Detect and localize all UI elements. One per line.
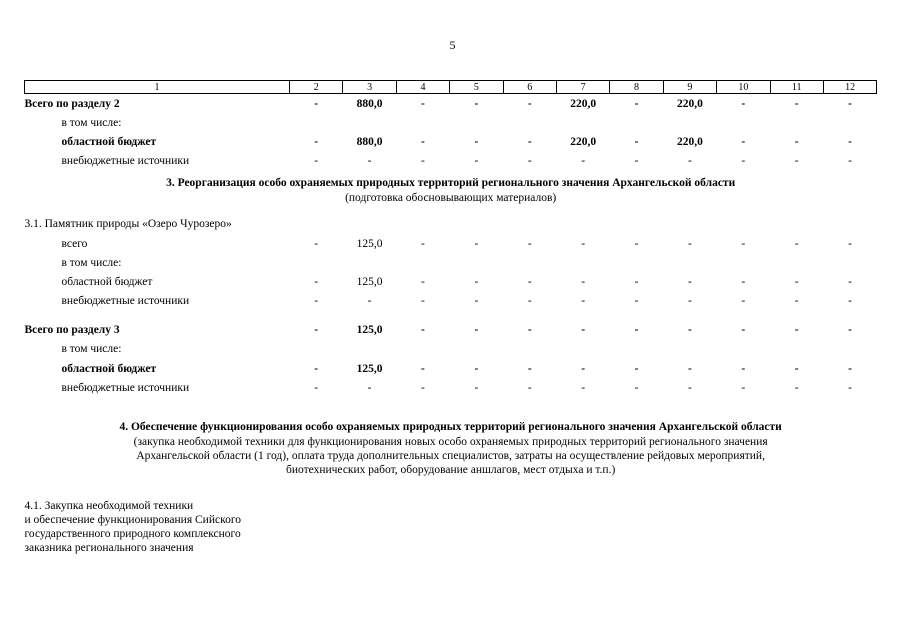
row-value: - [741,362,746,375]
row-value: - [314,237,319,250]
row-value: - [688,362,692,375]
row-value: - [421,135,425,148]
row-value: - [527,155,532,168]
row-value: - [421,237,425,250]
empty-cell [396,495,449,555]
row-label: областной бюджет [61,275,153,288]
row-value [663,215,716,234]
column-number-8: 8 [610,81,663,94]
table-row [25,378,877,397]
row-value: - [848,381,853,394]
row-value: - [527,324,532,337]
column-number-header-row [25,81,877,94]
row-value: - [421,155,425,168]
empty-cell [823,495,876,555]
empty-cell [290,495,343,555]
section-subheading: (закупка необходимой техники для функционирования новых особо охраняемых природных территорий регионального значения [133,436,768,449]
section-subheading-row [25,435,877,449]
row-value: - [794,237,799,250]
row-value [396,215,449,234]
section-subheading: биотехнических работ, оборудование аншлагов, мест отдыха и т.п.) [286,464,616,477]
row-value: - [421,295,425,308]
row-value [717,253,770,272]
row-value: - [794,155,799,168]
row-value [396,253,449,272]
row-value: - [474,324,479,337]
column-number-2: 2 [290,81,343,94]
row-value: - [794,381,799,394]
row-value [823,340,876,359]
row-value: - [634,237,639,250]
row-value: - [527,362,532,375]
row-value: - [421,97,425,110]
row-value: - [634,97,639,110]
row-value [450,340,503,359]
row-value: - [688,295,692,308]
row-value: - [688,324,692,337]
row-value [290,215,343,234]
row-value: - [741,275,746,288]
row-value [503,253,556,272]
row-value: - [741,295,746,308]
row-value [556,253,609,272]
column-number-9: 9 [663,81,716,94]
row-value [343,253,396,272]
table-row [25,359,877,378]
row-value: - [527,135,532,148]
table-row [25,340,877,359]
row-value: - [848,97,853,110]
row-value: - [314,155,319,168]
row-value: - [527,275,532,288]
spacer [25,397,877,415]
row-value: - [421,381,425,394]
row-value: - [794,97,799,110]
row-value: - [314,135,319,148]
row-value [610,113,663,132]
row-value: - [527,381,532,394]
row-value: - [634,295,639,308]
row-value: - [688,237,692,250]
row-value: - [527,295,532,308]
row-value: - [474,237,479,250]
row-value: - [741,381,746,394]
row-value: 220,0 [676,135,703,148]
row-value: - [367,295,372,308]
section-subheading-row [25,191,877,205]
column-number-11: 11 [770,81,823,94]
table-row [25,292,877,311]
row-value: - [581,295,586,308]
row-value: - [794,135,799,148]
row-value: - [581,237,586,250]
row-value: - [848,324,853,337]
row-value [610,340,663,359]
spacer-row [25,311,877,321]
section-heading: 4. Обеспечение функционирования особо охраняемых природных территорий регионального значения Архангельской области [119,421,782,434]
row-value [450,215,503,234]
section-heading-row [25,415,877,435]
row-value: - [741,135,746,148]
row-value: - [314,97,319,110]
row-value [823,113,876,132]
section-subheading-row [25,449,877,463]
item-title-line: заказника регионального значения [24,542,194,555]
row-value: - [688,381,692,394]
row-value [823,215,876,234]
row-value [823,253,876,272]
item-title-row [25,495,877,555]
row-value: - [421,275,425,288]
row-value: - [741,155,746,168]
row-value: - [794,362,799,375]
row-value: - [741,97,746,110]
row-label: 3.1. Памятник природы «Озеро Чурозеро» [24,218,232,231]
empty-cell [610,495,663,555]
row-value: - [421,362,425,375]
row-label: в том числе: [61,116,122,129]
table-row [25,234,877,253]
row-value: - [581,155,586,168]
table-row [25,132,877,151]
row-value: - [741,324,746,337]
row-value: - [314,324,319,337]
row-value [770,253,823,272]
item-title-line: и обеспечение функционирования Сийского [24,514,242,527]
row-value: 880,0 [356,97,383,110]
row-value: - [474,135,479,148]
row-value [556,340,609,359]
row-value: - [634,275,639,288]
table-row [25,215,877,234]
column-number-5: 5 [450,81,503,94]
row-label: всего [61,237,88,250]
row-value [770,113,823,132]
row-value: - [688,155,692,168]
row-value: - [314,295,319,308]
row-value [770,215,823,234]
row-label: внебюджетные источники [61,381,190,394]
table-row [25,321,877,340]
row-value [610,215,663,234]
spacer [25,205,877,215]
row-value: - [474,97,479,110]
row-value: - [634,135,639,148]
row-value: - [367,381,372,394]
item-title-line: государственного природного комплексного [24,528,241,541]
row-value: 125,0 [356,324,383,337]
row-value [556,113,609,132]
item-title [25,495,290,555]
row-value: - [848,155,853,168]
row-value: - [474,155,479,168]
row-value: 125,0 [356,275,383,288]
row-value: 880,0 [356,135,383,148]
item-title-line: 4.1. Закупка необходимой техники [24,500,194,513]
page-number: 5 [449,38,456,52]
row-value [343,215,396,234]
section-subheading-row [25,463,877,477]
row-value: 220,0 [570,97,597,110]
row-value: - [474,362,479,375]
row-value: - [634,324,639,337]
row-label: внебюджетные источники [61,155,190,168]
table-row [25,253,877,272]
column-number-4: 4 [396,81,449,94]
row-label: областной бюджет [61,362,157,375]
row-label: Всего по разделу 2 [24,97,120,110]
row-label: в том числе: [61,256,122,269]
row-value: 125,0 [356,237,383,250]
row-value: - [848,275,853,288]
row-value [610,253,663,272]
row-label: областной бюджет [61,135,157,148]
column-number-12: 12 [823,81,876,94]
row-value [663,340,716,359]
row-value [717,215,770,234]
row-value: - [314,362,319,375]
row-value: - [794,275,799,288]
row-value: - [848,295,853,308]
row-value: 220,0 [676,97,703,110]
spacer [25,477,877,495]
row-value [450,253,503,272]
empty-cell [503,495,556,555]
row-value: - [474,381,479,394]
row-value: - [634,155,639,168]
section-heading: 3. Реорганизация особо охраняемых природных территорий регионального значения Архангельской области [166,176,736,189]
empty-cell [770,495,823,555]
row-value: - [581,324,586,337]
row-value [450,113,503,132]
row-value [396,340,449,359]
row-value [343,340,396,359]
empty-cell [717,495,770,555]
row-value: - [527,237,532,250]
row-value [770,340,823,359]
section-heading-row [25,171,877,191]
empty-cell [663,495,716,555]
row-value [290,340,343,359]
row-value: - [794,295,799,308]
row-value: - [527,97,532,110]
budget-table [24,80,877,555]
row-value: - [314,381,319,394]
row-value [290,113,343,132]
row-value [663,253,716,272]
spacer-row [25,397,877,415]
empty-cell [450,495,503,555]
row-value [343,113,396,132]
column-number-6: 6 [503,81,556,94]
row-value: - [581,275,586,288]
row-value [556,215,609,234]
section-subheading: (подготовка обосновывающих материалов) [345,191,557,204]
row-value [396,113,449,132]
row-value [717,113,770,132]
row-value: - [794,324,799,337]
row-value: - [474,295,479,308]
section-subheading: Архангельской области (1 год), оплата труда дополнительных специалистов, затраты на осуществление рейдовых мероприятий, [136,450,765,463]
row-value [503,113,556,132]
row-value: - [581,362,586,375]
row-value [290,253,343,272]
row-value: 125,0 [356,362,383,375]
row-label: в том числе: [61,343,122,356]
table-row [25,113,877,132]
row-value: - [848,362,853,375]
row-label: внебюджетные источники [61,295,190,308]
spacer-row [25,477,877,495]
row-value: - [634,381,639,394]
row-value: - [848,135,853,148]
row-value [717,340,770,359]
empty-cell [556,495,609,555]
row-value: - [474,275,479,288]
table-row [25,152,877,171]
row-label: Всего по разделу 3 [24,324,120,337]
row-value [663,113,716,132]
row-value: - [314,275,319,288]
spacer-row [25,205,877,215]
row-value: - [581,381,586,394]
column-number-1: 1 [25,81,290,94]
table-row [25,272,877,291]
row-value: - [741,237,746,250]
column-number-3: 3 [343,81,396,94]
spacer [25,311,877,321]
row-value: - [634,362,639,375]
row-value [503,340,556,359]
column-number-7: 7 [556,81,609,94]
table-row [25,94,877,114]
row-value: 220,0 [570,135,597,148]
column-number-10: 10 [717,81,770,94]
row-value: - [848,237,853,250]
empty-cell [343,495,396,555]
row-value [503,215,556,234]
row-value: - [688,275,692,288]
row-value: - [367,155,372,168]
row-value: - [421,324,425,337]
